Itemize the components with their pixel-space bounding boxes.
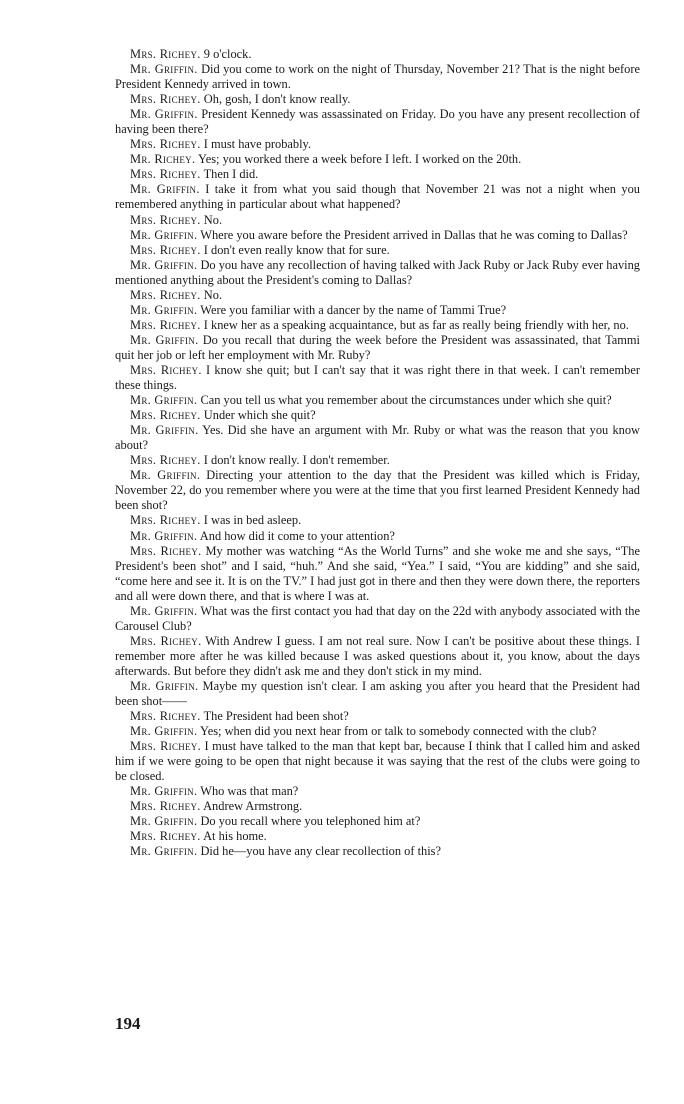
speaker-name: Mr. Griffin. [130, 332, 199, 347]
transcript-paragraph [115, 182, 640, 212]
transcript-paragraph [115, 363, 640, 393]
utterance-text: And how did it come to your attention? [199, 528, 395, 543]
transcript-paragraph [115, 152, 640, 167]
transcript-paragraph [115, 393, 640, 408]
utterance-text: 9 o'clock. [203, 47, 252, 61]
speaker-name: Mr. Griffin. [130, 528, 198, 543]
utterance-text: I knew her as a speaking acquaintance, but as far as really being friendly with her, no. [203, 317, 629, 332]
page-number: 194 [115, 1014, 141, 1033]
transcript-paragraph [115, 137, 640, 152]
utterance-text: Yes. Did she have an argument with Mr. Ruby or what was the reason that you know about? [115, 423, 640, 453]
transcript-paragraph [115, 784, 640, 799]
utterance-text: I must have talked to the man that kept bar, because I think that I called him and asked him if we were going to be open that night because it was saying that the rest of the clubs were going to be closed. [115, 739, 640, 784]
speaker-name: Mrs. Richey. [130, 362, 202, 377]
transcript-paragraph [115, 243, 640, 258]
transcript-page [115, 47, 640, 860]
transcript-paragraph [115, 679, 640, 709]
utterance-text: Andrew Armstrong. [203, 799, 303, 814]
transcript-paragraph [115, 604, 640, 634]
speaker-name: Mr. Griffin. [130, 393, 198, 408]
utterance-text: I was in bed asleep. [203, 513, 302, 528]
utterance-text: With Andrew I guess. I am not real sure. Now I can't be positive about these things. I remember more after he was killed because I was asked questions about it, you know, about the days afterwards. But before they didn't ask me and they don't stick in my mind. [115, 633, 640, 678]
speaker-name: Mr. Griffin. [130, 844, 198, 859]
utterance-text: I must have probably. [203, 137, 312, 152]
speaker-name: Mr. Griffin. [130, 468, 201, 483]
speaker-name: Mrs. Richey. [130, 513, 201, 528]
utterance-text: I take it from what you said though that November 21 was not a night when you remembered anything in particular about what happened? [115, 182, 640, 212]
utterance-text: Do you have any recollection of having talked with Jack Ruby or Jack Ruby ever having mentioned anything about the President's coming to Dallas? [115, 257, 640, 287]
transcript-paragraph [115, 829, 640, 844]
transcript-paragraph [115, 258, 640, 288]
transcript-paragraph [115, 544, 640, 604]
speaker-name: Mr. Griffin. [130, 257, 198, 272]
utterance-text: Were you familiar with a dancer by the name of Tammi True? [200, 302, 507, 317]
speaker-name: Mr. Griffin. [130, 603, 198, 618]
utterance-text: My mother was watching “As the World Turns” and she woke me and she says, “The President's been shot” and I said, “huh.” And she said, “Yea.” I said, “You are kidding” and she said, “come here and see it. It is on the TV.” I had just got in there and then they were down there, the reporters and all were down there, and that is where I was at. [115, 543, 640, 603]
speaker-name: Mrs. Richey. [130, 212, 201, 227]
utterance-text: What was the first contact you had that day on the 22d with anybody associated with the Carousel Club? [115, 603, 640, 633]
transcript-paragraph [115, 423, 640, 453]
speaker-name: Mr. Griffin. [130, 227, 198, 242]
utterance-text: President Kennedy was assassinated on Friday. Do you have any present recollection of having been there? [115, 107, 640, 137]
speaker-name: Mrs. Richey. [130, 167, 201, 182]
speaker-name: Mrs. Richey. [130, 287, 201, 302]
utterance-text: Do you recall where you telephoned him at? [200, 814, 421, 829]
utterance-text: Did he—you have any clear recollection of this? [200, 844, 441, 859]
utterance-text: Yes; when did you next hear from or talk to somebody connected with the club? [200, 724, 597, 739]
transcript-paragraph [115, 709, 640, 724]
transcript-paragraph [115, 468, 640, 513]
speaker-name: Mr. Griffin. [130, 423, 199, 438]
speaker-name: Mrs. Richey. [130, 453, 201, 468]
transcript-paragraph [115, 318, 640, 333]
transcript-paragraph [115, 333, 640, 363]
speaker-name: Mrs. Richey. [130, 799, 201, 814]
speaker-name: Mrs. Richey. [130, 242, 201, 257]
utterance-text: Yes; you worked there a week before I left. I worked on the 20th. [198, 152, 522, 167]
speaker-name: Mrs. Richey. [130, 543, 202, 558]
utterance-text: Under which she quit? [203, 408, 316, 423]
utterance-text: At his home. [203, 829, 267, 844]
transcript-paragraph [115, 288, 640, 303]
speaker-name: Mrs. Richey. [130, 317, 201, 332]
transcript-paragraph [115, 739, 640, 784]
transcript-paragraph [115, 799, 640, 814]
utterance-text: I know she quit; but I can't say that it was right there in that week. I can't remember these things. [115, 362, 640, 393]
speaker-name: Mr. Griffin. [130, 302, 198, 317]
speaker-name: Mrs. Richey. [130, 633, 202, 648]
transcript-paragraph [115, 529, 640, 544]
speaker-name: Mr. Griffin. [130, 107, 198, 122]
transcript-paragraph [115, 92, 640, 107]
speaker-name: Mr. Griffin. [130, 62, 198, 77]
speaker-name: Mrs. Richey. [130, 408, 201, 423]
transcript-paragraph [115, 213, 640, 228]
speaker-name: Mr. Griffin. [130, 784, 198, 799]
utterance-text: Who was that man? [200, 784, 299, 799]
transcript-paragraph [115, 47, 640, 62]
utterance-text: Oh, gosh, I don't know really. [203, 92, 351, 107]
transcript-paragraph [115, 453, 640, 468]
speaker-name: Mrs. Richey. [130, 739, 202, 754]
transcript-paragraph [115, 724, 640, 739]
utterance-text: Maybe my question isn't clear. I am asking you after you heard that the President had been shot—— [115, 678, 640, 709]
speaker-name: Mrs. Richey. [130, 137, 201, 152]
transcript-paragraph [115, 844, 640, 859]
transcript-paragraph [115, 634, 640, 679]
utterance-text: Directing your attention to the day that the President was killed which is Friday, November 22, do you remember where you were at the time that you first learned President Kennedy had been shot? [115, 468, 640, 513]
speaker-name: Mr. Griffin. [130, 182, 200, 197]
transcript-paragraph [115, 62, 640, 92]
speaker-name: Mrs. Richey. [130, 709, 201, 724]
speaker-name: Mr. Griffin. [130, 724, 198, 739]
utterance-text: Where you aware before the President arrived in Dallas that he was coming to Dallas? [200, 227, 628, 242]
speaker-name: Mr. Griffin. [130, 814, 198, 829]
speaker-name: Mrs. Richey. [130, 92, 201, 107]
transcript-paragraph [115, 408, 640, 423]
utterance-text: I don't even really know that for sure. [203, 242, 390, 257]
speaker-name: Mrs. Richey. [130, 47, 201, 61]
transcript-paragraph [115, 303, 640, 318]
transcript-paragraph [115, 167, 640, 182]
utterance-text: Can you tell us what you remember about the circumstances under which she quit? [200, 393, 612, 408]
speaker-name: Mr. Griffin. [130, 678, 199, 693]
utterance-text: No. [203, 212, 223, 227]
transcript-paragraph [115, 228, 640, 243]
speaker-name: Mrs. Richey. [130, 829, 201, 844]
utterance-text: Did you come to work on the night of Thursday, November 21? That is the night before President Kennedy arrived in town. [115, 62, 640, 92]
utterance-text: Then I did. [203, 167, 259, 182]
transcript-paragraph [115, 814, 640, 829]
transcript-paragraph [115, 107, 640, 137]
utterance-text: No. [203, 287, 223, 302]
speaker-name: Mr. Richey. [130, 152, 196, 167]
utterance-text: Do you recall that during the week before the President was assassinated, that Tammi quit her job or left her employment with Mr. Ruby? [115, 332, 640, 362]
utterance-text: I don't know really. I don't remember. [203, 453, 390, 468]
transcript-paragraph [115, 513, 640, 528]
utterance-text: The President had been shot? [203, 709, 349, 724]
